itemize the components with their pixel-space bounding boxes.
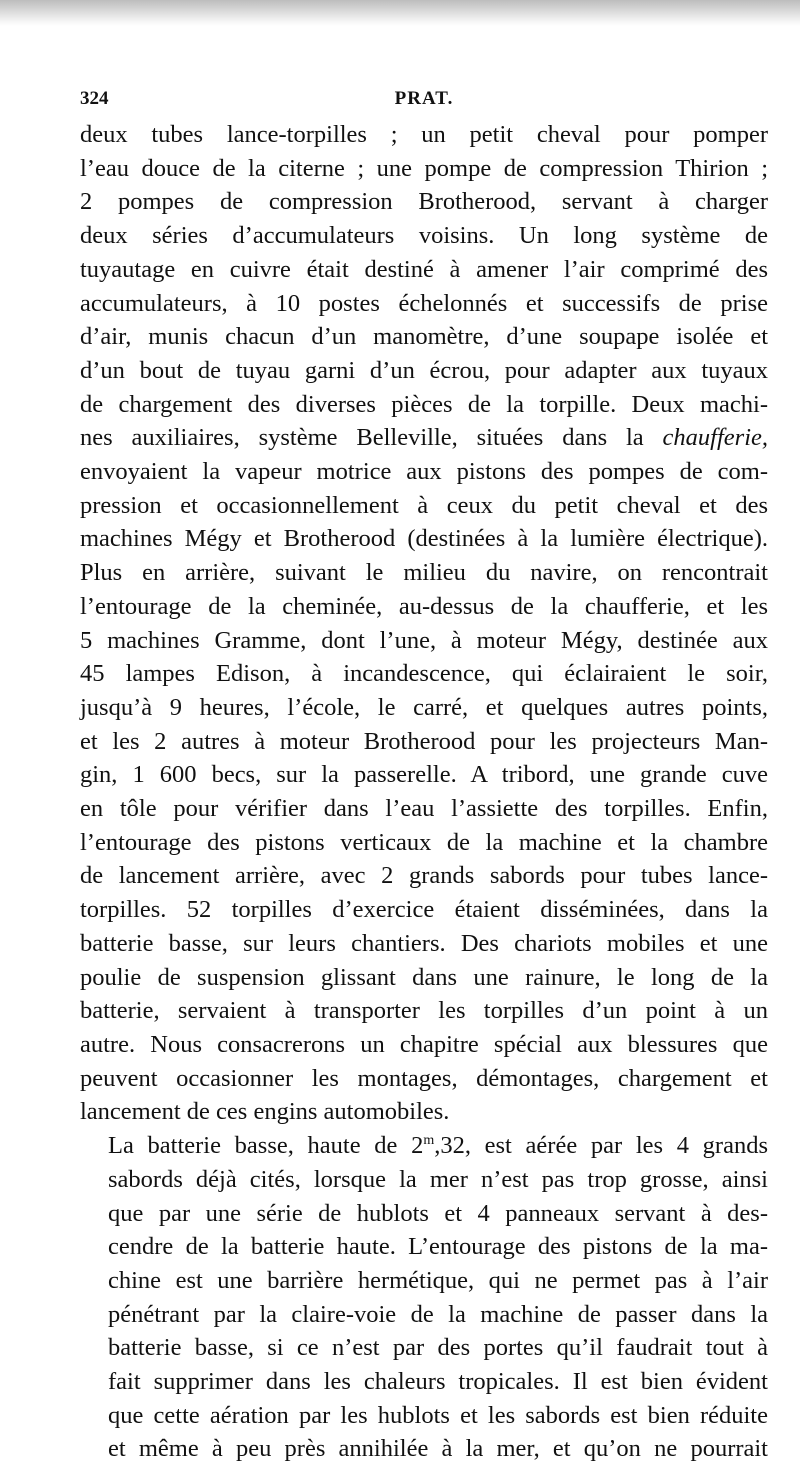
text-line: de lancement arrière, avec 2 grands sabords pour tubes lance- xyxy=(80,862,768,890)
text-line: autre. Nous consacrerons un chapitre spécial aux blessures que xyxy=(80,1030,768,1058)
text-line: batterie basse, si ce n’est par des portes qu’il faudrait tout à xyxy=(108,1334,768,1362)
text-line: en tôle pour vérifier dans l’eau l’assiette des torpilles. Enfin, xyxy=(80,795,768,823)
text-line: et les 2 autres à moteur Brotherood pour les projecteurs Man- xyxy=(80,727,768,755)
page-number: 324 xyxy=(80,88,109,109)
text-line: pénétrant par la claire-voie de la machine de passer dans la xyxy=(108,1300,768,1328)
text-line: de chargement des diverses pièces de la torpille. Deux machi- xyxy=(80,390,768,418)
text-line: poulie de suspension glissant dans une rainure, le long de la xyxy=(80,963,768,991)
text-line: 5 machines Gramme, dont l’une, à moteur Mégy, destinée aux xyxy=(80,626,768,654)
text-line: que cette aération par les hublots et les sabords est bien réduite xyxy=(108,1401,768,1429)
text-line: que par une série de hublots et 4 panneaux servant à des- xyxy=(108,1199,768,1227)
text-line: d’air, munis chacun d’un manomètre, d’une soupape isolée et xyxy=(80,323,768,351)
text-line: batterie basse, sur leurs chantiers. Des chariots mobiles et une xyxy=(80,929,768,957)
text-run: La batterie basse, haute de 2 xyxy=(108,1132,424,1160)
text-line: gin, 1 600 becs, sur la passerelle. A tribord, une grande cuve xyxy=(80,761,768,789)
text-line: machines Mégy et Brotherood (destinées à la lumière électrique). xyxy=(80,525,768,553)
text-line: fait supprimer dans les chaleurs tropicales. Il est bien évident xyxy=(108,1368,768,1396)
paragraph-1 xyxy=(80,118,768,1129)
text-line: deux tubes lance-torpilles ; un petit cheval pour pomper xyxy=(80,121,768,148)
book-page xyxy=(80,88,768,1466)
text-line: l’eau douce de la citerne ; une pompe de compression Thirion ; xyxy=(80,154,768,182)
scan-top-edge xyxy=(0,0,800,26)
text-run: nes auxiliaires, système Belleville, situées dans la xyxy=(80,424,663,452)
text-line: peuvent occasionner les montages, démontages, chargement et xyxy=(80,1064,768,1092)
text-line: l’entourage de la cheminée, au-dessus de la chaufferie, et les xyxy=(80,592,768,620)
superscript-unit: m xyxy=(423,1132,435,1148)
text-line: batterie, servaient à transporter les torpilles d’un point à un xyxy=(80,997,768,1025)
text-line: et même à peu près annihilée à la mer, et qu’on ne pourrait xyxy=(108,1435,768,1463)
text-line: lancement de ces engins automobiles. xyxy=(80,1098,450,1126)
text-line: 2 pompes de compression Brotherood, servant à charger xyxy=(80,188,768,216)
text-line-with-superscript xyxy=(80,1129,768,1163)
text-line: chine est une barrière hermétique, qui ne permet pas à l’air xyxy=(108,1266,768,1294)
text-line: deux séries d’accumulateurs voisins. Un long système de xyxy=(80,222,768,250)
text-line: torpilles. 52 torpilles d’exercice étaient disséminées, dans la xyxy=(80,896,768,924)
text-line: accumulateurs, à 10 postes échelonnés et successifs de prise xyxy=(80,289,768,317)
body-text xyxy=(80,118,768,1466)
text-line-with-italic xyxy=(80,421,768,455)
text-line: 45 lampes Edison, à incandescence, qui éclairaient le soir, xyxy=(80,660,768,688)
running-head xyxy=(80,88,768,116)
text-run: ,32, est aérée par les 4 grands xyxy=(434,1132,768,1160)
text-line: pression et occasionnellement à ceux du petit cheval et des xyxy=(80,491,768,519)
text-line: cendre de la batterie haute. L’entourage des pistons de la ma- xyxy=(108,1233,768,1261)
running-title: PRAT. xyxy=(394,88,454,109)
paragraph-2 xyxy=(80,1129,768,1466)
text-line: tuyautage en cuivre était destiné à amener l’air comprimé des xyxy=(80,255,768,283)
text-line: Plus en arrière, suivant le milieu du navire, on rencontrait xyxy=(80,559,768,587)
text-line: sabords déjà cités, lorsque la mer n’est pas trop grosse, ainsi xyxy=(108,1165,768,1193)
text-line: l’entourage des pistons verticaux de la machine et la chambre xyxy=(80,828,768,856)
text-line: jusqu’à 9 heures, l’école, le carré, et quelques autres points, xyxy=(80,693,768,721)
text-line: d’un bout de tuyau garni d’un écrou, pour adapter aux tuyaux xyxy=(80,356,768,384)
text-line: envoyaient la vapeur motrice aux pistons des pompes de com- xyxy=(80,458,768,486)
italic-word: chaufferie, xyxy=(662,424,768,452)
